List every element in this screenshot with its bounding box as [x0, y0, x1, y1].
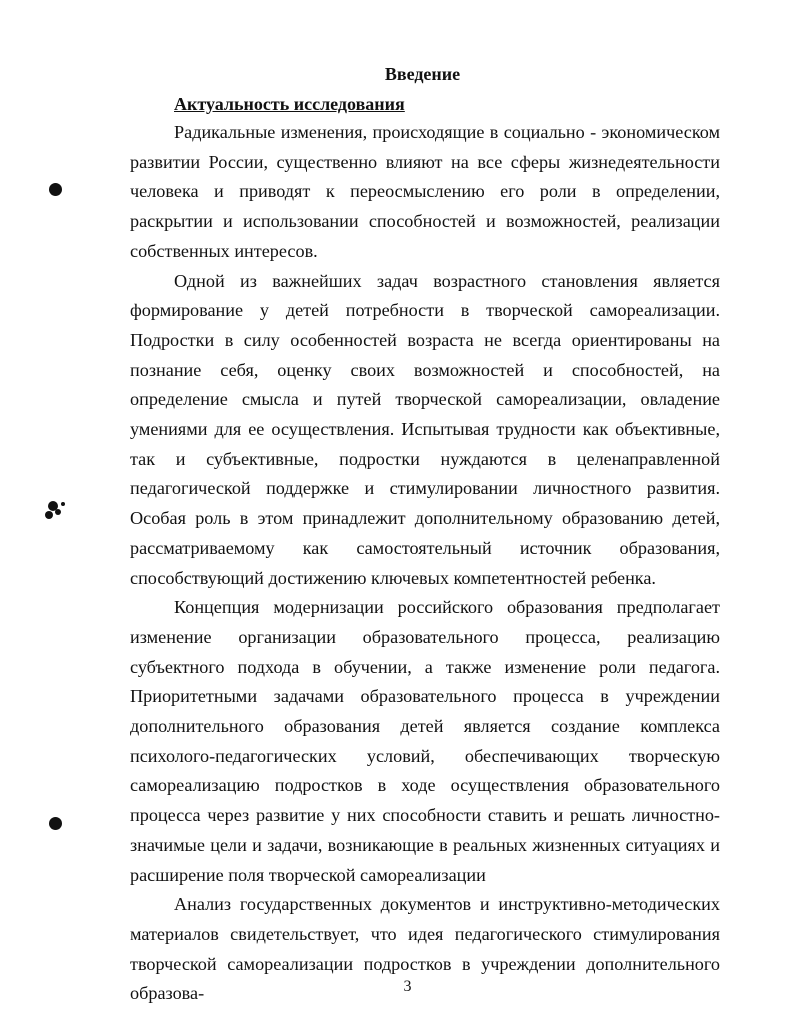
binder-hole-top [49, 183, 62, 196]
binder-hole-bottom [49, 817, 62, 830]
page-number: 3 [403, 978, 412, 995]
paragraph-1: Радикальные изменения, происходящие в социально - экономическом развитии России, существенно влияют на все сферы жизнедеятельности человека и приводят к переосмыслению его роли в определении, раскрытии и использовании способностей и возможностей, реализации собственных интересов. [130, 122, 720, 261]
paragraph-2: Одной из важнейших задач возрастного становления является формирование у детей потребности в творческой самореализации. Подростки в силу особенностей возраста не всегда ориентированы на познание себя, оценку своих возможностей и способностей, на определение смысла и путей творческой самореализации, овладение умениями для ее осуществления. Испытывая трудности как объективные, так и субъективные, подростки нуждаются в целенаправленной педагогической поддержке и стимулировании личностного развития. Особая роль в этом принадлежит дополнительному образованию детей, рассматриваемому как самостоятельный источник образования, способствующий достижению ключевых компетентностей ребенка. [130, 270, 720, 588]
paragraph-4: Анализ государственных документов и инструктивно-методических материалов свидетельствует, что идея педагогического стимулирования творческой самореализации подростков в учреждении дополнительного образова- [130, 894, 720, 1004]
paragraph-3: Концепция модернизации российского образования предполагает изменение организации образовательного процесса, реализацию субъектного подхода в обучении, а также изменение роли педагога. Приоритетными задачами образовательного процесса в учреждении дополнительного образования детей является создание комплекса психолого-педагогических условий, обеспечивающих творческую самореализацию подростков в ходе осуществления образовательного процесса через развитие у них способности ставить и решать личностно-значимые цели и задачи, возникающие в реальных жизненных ситуациях и расширение поля творческой самореализации [130, 597, 720, 885]
section-title: Актуальность исследования [174, 94, 405, 114]
ink-blot-icon [44, 498, 68, 524]
page-heading: Введение [384, 64, 461, 84]
body-text [130, 118, 720, 1009]
